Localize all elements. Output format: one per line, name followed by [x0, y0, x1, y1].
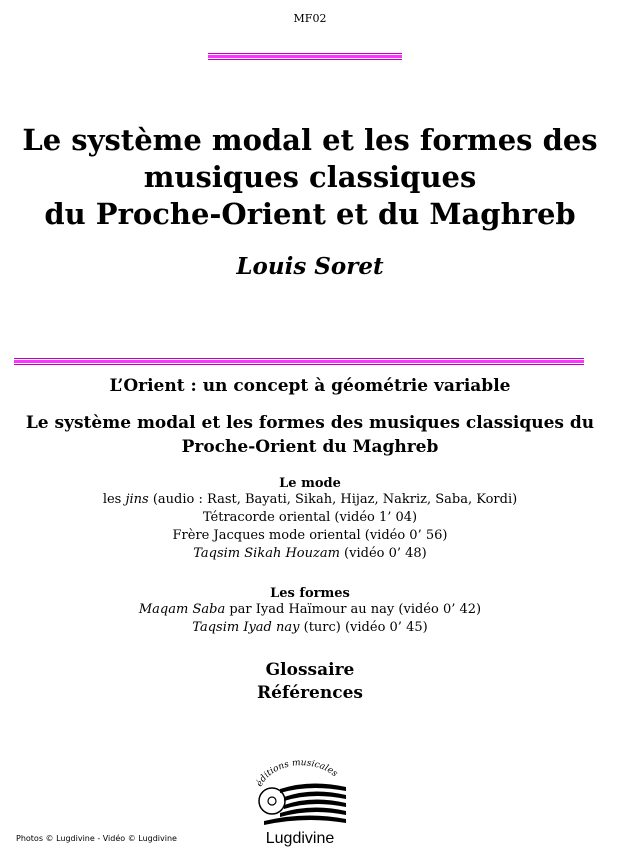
photo-credit: Photos © Lugdivine - Vidéo © Lugdivine — [16, 834, 177, 843]
heading-orient[interactable]: L’Orient : un concept à géométrie variable — [109, 376, 511, 396]
appendix-links — [0, 659, 620, 705]
title-line: musiques classiques — [143, 160, 477, 194]
title-line: du Proche-Orient et du Maghreb — [44, 197, 576, 231]
heading-line: Le système modal et les formes des musiques classiques du — [25, 413, 595, 433]
section-divider — [14, 358, 584, 365]
tetracorde-video-link[interactable]: Tétracorde oriental (vidéo 1’ 04) — [202, 510, 418, 525]
taqsim-sikah-video-link[interactable]: Taqsim Sikah Houzam (vidéo 0’ 48) — [193, 546, 427, 561]
mode-heading[interactable]: Le mode — [279, 476, 341, 491]
section-mode — [0, 476, 620, 563]
references-link[interactable]: Références — [257, 683, 363, 703]
glossaire-link[interactable]: Glossaire — [265, 660, 355, 680]
logo-name: Lugdivine — [265, 830, 335, 847]
logo-graphic — [250, 757, 350, 847]
taqsim-iyad-video-link[interactable]: Taqsim Iyad nay (turc) (vidéo 0’ 45) — [192, 620, 428, 635]
section-formes — [0, 586, 620, 637]
title-line: Le système modal et les formes des — [22, 123, 598, 157]
jins-link[interactable]: les jins (audio : Rast, Bayati, Sikah, Hijaz, Nakriz, Saba, Kordi) — [102, 492, 518, 507]
document-code: MF02 — [293, 12, 327, 25]
author-name: Louis Soret — [236, 253, 384, 280]
formes-heading[interactable]: Les formes — [270, 586, 350, 601]
heading-systeme-modal[interactable] — [0, 411, 620, 459]
lugdivine-logo — [250, 757, 350, 847]
top-divider — [208, 53, 402, 60]
maqam-saba-video-link[interactable]: Maqam Saba par Iyad Haïmour au nay (vidéo 0’ 42) — [138, 602, 482, 617]
page-title — [0, 122, 620, 233]
frere-jacques-video-link[interactable]: Frère Jacques mode oriental (vidéo 0’ 56) — [172, 528, 448, 543]
logo-arc-text: éditions musicales — [254, 758, 340, 789]
heading-line: Proche-Orient du Maghreb — [181, 437, 439, 457]
